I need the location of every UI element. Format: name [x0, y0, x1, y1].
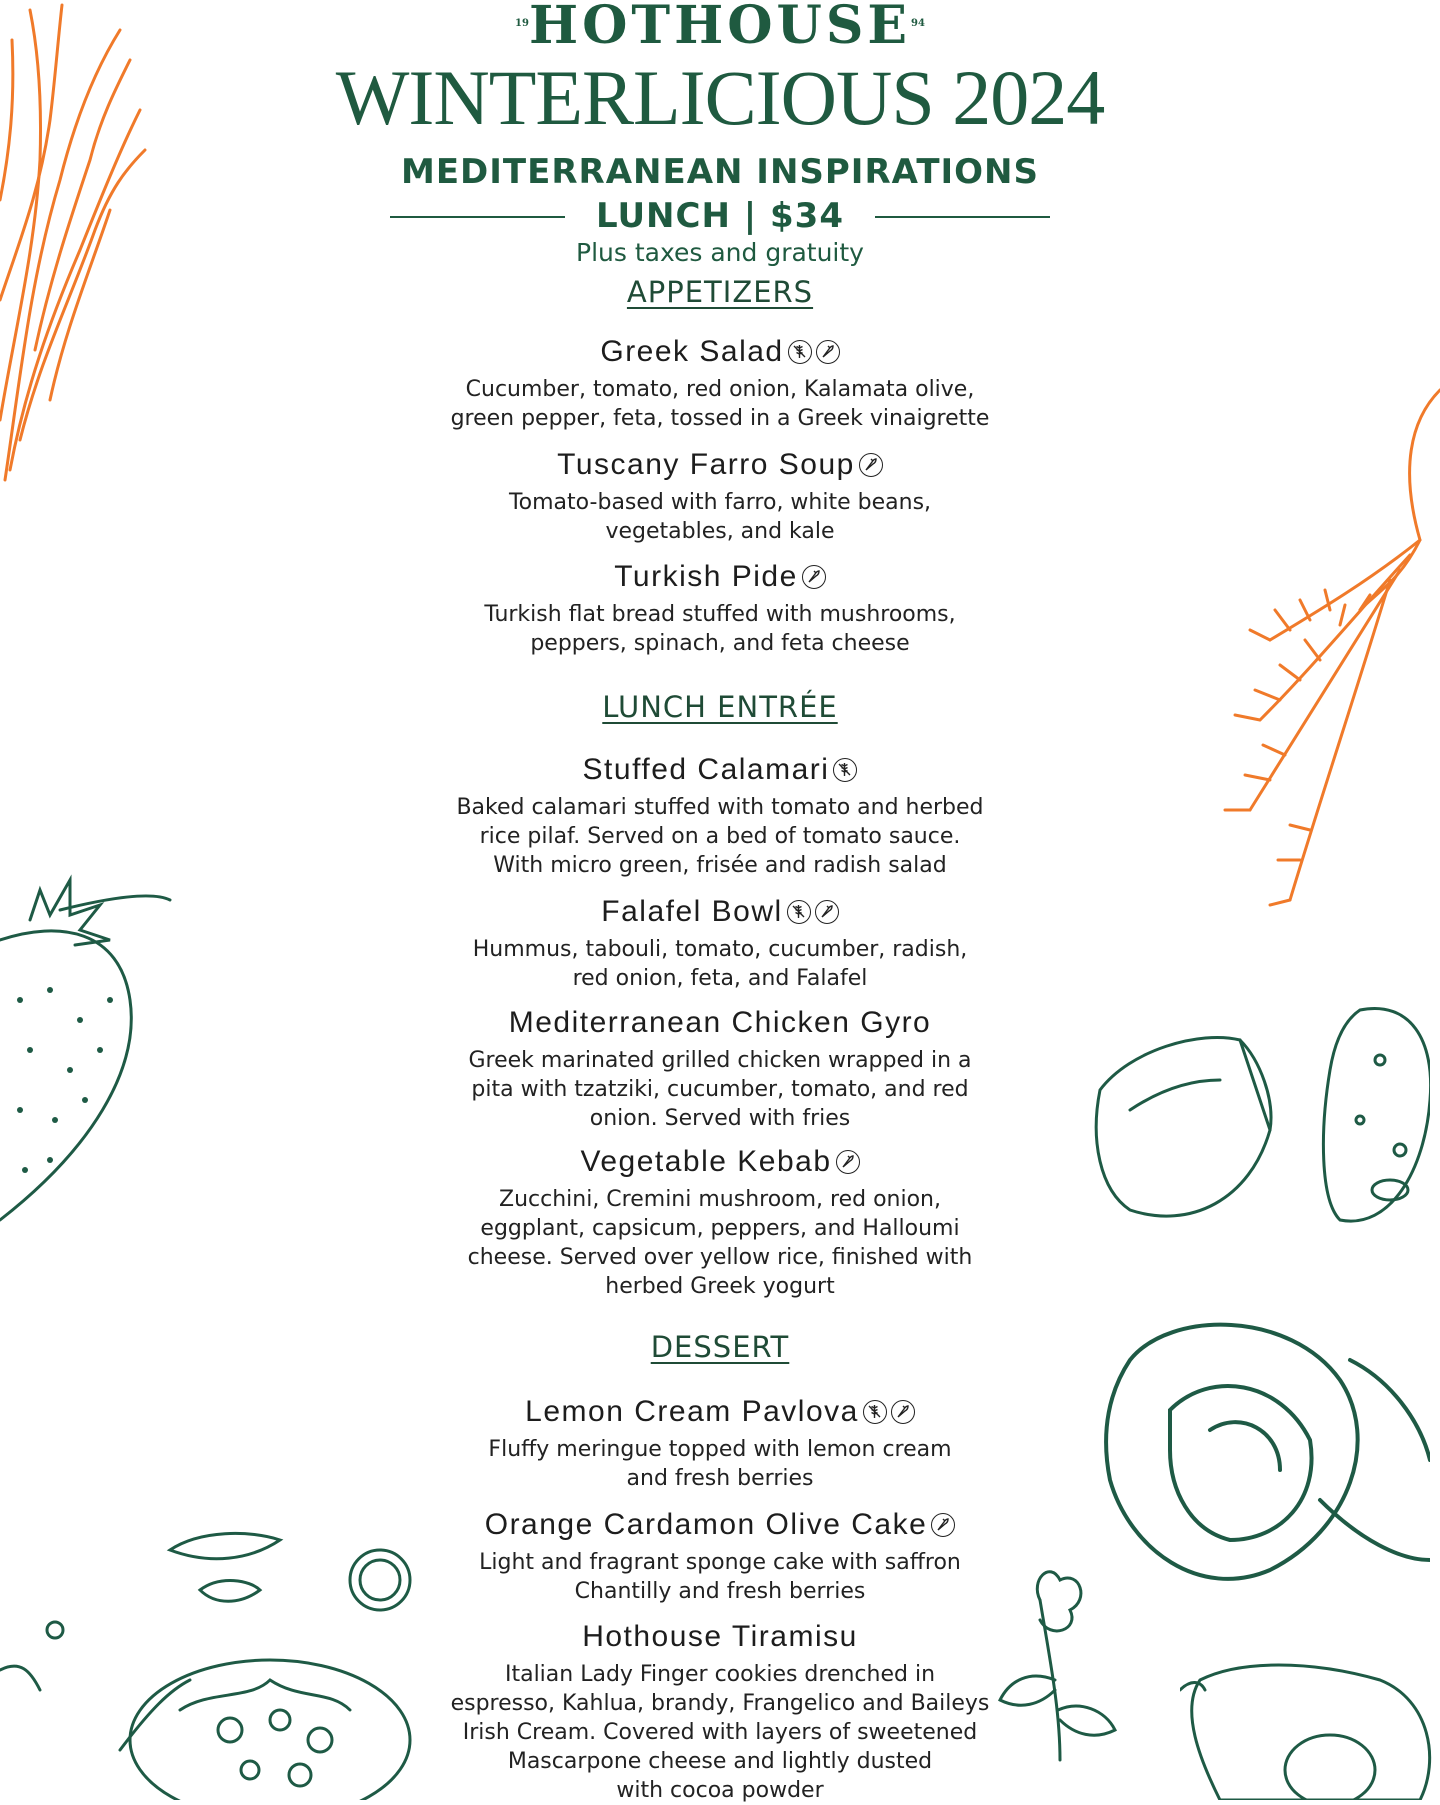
- section-title: LUNCH ENTRÉE: [602, 690, 838, 724]
- menu-item-name-row: [582, 1620, 858, 1654]
- menu-item-description: [420, 600, 1020, 658]
- description-line: Baked calamari stuffed with tomato and herbed: [456, 795, 984, 820]
- description-line: Zucchini, Cremini mushroom, red onion,: [499, 1187, 941, 1212]
- carrot-illustration: [1120, 380, 1440, 940]
- description-line: Italian Lady Finger cookies drenched in: [504, 1662, 936, 1687]
- menu-item: [420, 1145, 1020, 1301]
- avocado-illustration: [1180, 1660, 1440, 1800]
- menu-theme: MEDITERRANEAN INSPIRATIONS: [400, 152, 1040, 192]
- description-line: red onion, feta, and Falafel: [572, 966, 868, 991]
- menu-item-description: [420, 1046, 1020, 1133]
- description-line: onion. Served with fries: [589, 1106, 851, 1131]
- lunch-price-row: [0, 196, 1440, 236]
- bread-illustration: [1090, 1000, 1430, 1240]
- vegetarian-icon: [836, 1150, 860, 1174]
- tax-note: Plus taxes and gratuity: [576, 238, 864, 267]
- description-line: Irish Cream. Covered with layers of sweetened: [462, 1720, 978, 1745]
- menu-item-name: Orange Cardamon Olive Cake: [484, 1508, 928, 1541]
- description-line: eggplant, capsicum, peppers, and Halloumi: [480, 1216, 960, 1241]
- description-line: Greek marinated grilled chicken wrapped in a: [468, 1048, 972, 1073]
- menu-item-description: [420, 488, 1020, 546]
- menu-item-name-row: [580, 1145, 859, 1179]
- description-line: espresso, Kahlua, brandy, Frangelico and Baileys: [450, 1691, 990, 1716]
- menu-item-name: Greek Salad: [600, 335, 784, 368]
- menu-item: [420, 448, 1020, 546]
- menu-item-name: Hothouse Tiramisu: [582, 1620, 858, 1653]
- vegetarian-icon: [816, 340, 840, 364]
- est-year-left: 19: [515, 17, 529, 29]
- vegetarian-icon: [859, 453, 883, 477]
- description-line: Chantilly and fresh berries: [574, 1579, 866, 1604]
- menu-item: [420, 1508, 1020, 1606]
- menu-item-name: Turkish Pide: [614, 560, 798, 593]
- vegetarian-icon: [815, 900, 839, 924]
- description-line: With micro green, frisée and radish salad: [493, 853, 947, 878]
- est-year-right: 94: [911, 17, 925, 29]
- menu-item: [420, 753, 1020, 880]
- menu-item: [420, 1006, 1020, 1133]
- menu-item-name-row: [509, 1006, 932, 1040]
- event-title: WINTERLICIOUS 2024: [335, 54, 1105, 141]
- gluten-free-icon: [833, 758, 857, 782]
- menu-item-name: Mediterranean Chicken Gyro: [508, 1006, 932, 1039]
- menu-item-name: Tuscany Farro Soup: [557, 448, 855, 481]
- menu-item: [420, 560, 1020, 658]
- gluten-free-icon: [863, 1400, 887, 1424]
- divider-left: [390, 216, 565, 218]
- menu-item-name-row: [601, 895, 838, 929]
- vegetarian-icon: [802, 565, 826, 589]
- description-line: pita with tzatziki, cucumber, tomato, and red: [471, 1077, 969, 1102]
- menu-item-name-row: [485, 1508, 956, 1542]
- gluten-free-icon: [788, 340, 812, 364]
- salad-bowl-illustration: [0, 1470, 440, 1800]
- description-line: herbed Greek yogurt: [605, 1274, 835, 1299]
- description-line: and fresh berries: [626, 1466, 814, 1491]
- description-line: Hummus, tabouli, tomato, cucumber, radish,: [472, 937, 968, 962]
- menu-item-name-row: [557, 448, 883, 482]
- menu-item-name: Falafel Bowl: [601, 895, 783, 928]
- menu-item-description: [420, 1660, 1020, 1805]
- menu-item-name-row: [614, 560, 826, 594]
- lunch-price: LUNCH | $34: [596, 196, 844, 236]
- menu-item-name: Vegetable Kebab: [580, 1145, 832, 1178]
- section-title: DESSERT: [650, 1330, 790, 1364]
- description-line: rice pilaf. Served on a bed of tomato sauce.: [479, 824, 961, 849]
- divider-right: [875, 216, 1050, 218]
- menu-item-description: [420, 793, 1020, 880]
- menu-item: [420, 1620, 1020, 1805]
- menu-item-description: [420, 1435, 1020, 1493]
- menu-item: [420, 335, 1020, 433]
- gluten-free-icon: [787, 900, 811, 924]
- menu-item: [420, 895, 1020, 993]
- section-title: APPETIZERS: [626, 275, 814, 309]
- menu-item-description: [420, 935, 1020, 993]
- description-line: green pepper, feta, tossed in a Greek vinaigrette: [450, 406, 990, 431]
- brand-logo: [0, 0, 1440, 56]
- menu-item-description: [420, 375, 1020, 433]
- description-line: Mascarpone cheese and lightly dusted: [507, 1749, 933, 1774]
- description-line: Light and fragrant sponge cake with saffron: [479, 1550, 961, 1575]
- brand-name: HOTHOUSE: [528, 0, 912, 56]
- description-line: with cocoa powder: [616, 1778, 824, 1803]
- menu-item-name-row: [583, 753, 858, 787]
- vegetarian-icon: [931, 1513, 955, 1537]
- description-line: cheese. Served over yellow rice, finished with: [467, 1245, 973, 1270]
- vegetarian-icon: [891, 1400, 915, 1424]
- menu-item: [420, 1395, 1020, 1493]
- menu-item-name: Stuffed Calamari: [582, 753, 830, 786]
- menu-item-name-row: [525, 1395, 915, 1429]
- menu-item-description: [420, 1185, 1020, 1301]
- menu-item-description: [420, 1548, 1020, 1606]
- menu-item-name: Lemon Cream Pavlova: [525, 1395, 859, 1428]
- description-line: Fluffy meringue topped with lemon cream: [488, 1437, 952, 1462]
- menu-item-name-row: [600, 335, 839, 369]
- description-line: vegetables, and kale: [605, 519, 835, 544]
- description-line: Turkish flat bread stuffed with mushrooms,: [484, 602, 956, 627]
- strawberry-illustration: [0, 850, 180, 1230]
- description-line: Tomato-based with farro, white beans,: [508, 490, 932, 515]
- description-line: Cucumber, tomato, red onion, Kalamata olive,: [465, 377, 975, 402]
- description-line: peppers, spinach, and feta cheese: [530, 631, 910, 656]
